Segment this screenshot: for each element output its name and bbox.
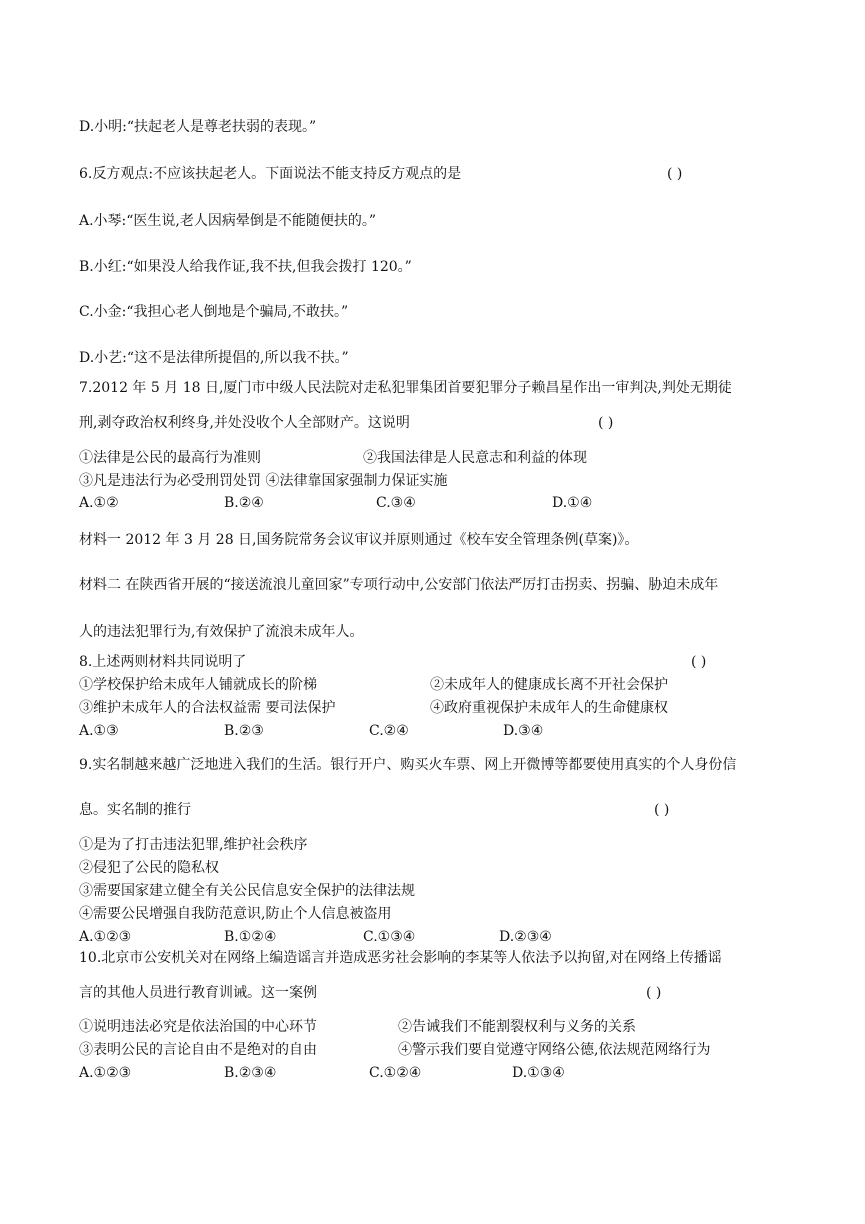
q7-option-a: A.①②: [79, 495, 119, 511]
q10-option-d: D.①③④: [512, 1065, 565, 1081]
q7-stem-line1: 7.2012 年 5 月 18 日,厦门市中级人民法院对走私犯罪集团首要犯罪分子赖昌星作出一审判决,判处无期徒: [79, 380, 732, 396]
q10-answer-paren: ( ): [646, 985, 662, 1001]
q8-statement-3: ③维护未成年人的合法权益需 要司法保护: [79, 700, 336, 716]
q9-stem-line1: 9.实名制越来越广泛地进入我们的生活。银行开户、购买火车票、网上开微博等都要使用真实的个人身份信: [79, 757, 737, 773]
q10-stem-line1: 10.北京市公安机关对在网络上编造谣言并造成恶劣社会影响的李某等人依法予以拘留,对在网络上传播谣: [79, 950, 722, 966]
q9-option-a: A.①②③: [79, 929, 132, 945]
q8-statement-4: ④政府重视保护未成年人的生命健康权: [430, 700, 668, 716]
q10-stem-line2: 言的其他人员进行教育训诫。这一案例: [79, 985, 317, 1001]
q7-statement-2: ②我国法律是人民意志和利益的体现: [363, 450, 587, 466]
q6-stem: 6.反方观点:不应该扶起老人。下面说法不能支持反方观点的是: [79, 166, 462, 182]
q7-option-c: C.③④: [376, 495, 416, 511]
q6-option-c: C.小金:“我担心老人倒地是个骗局,不敢扶。”: [79, 304, 349, 320]
material-one: 材料一 2012 年 3 月 28 日,国务院常务会议审议并原则通过《校车安全管理条例(草案)》。: [79, 532, 639, 548]
q6-option-a: A.小琴:“医生说,老人因病晕倒是不能随便扶的。”: [79, 213, 377, 229]
q8-option-a: A.①③: [79, 723, 119, 739]
q9-option-d: D.②③④: [499, 929, 552, 945]
q6-option-d: D.小艺:“这不是法律所提倡的,所以我不扶。”: [79, 350, 349, 366]
q10-option-c: C.①②④: [369, 1065, 422, 1081]
q9-statement-2: ②侵犯了公民的隐私权: [79, 860, 219, 876]
q10-statement-4: ④警示我们要自觉遵守网络公德,依法规范网络行为: [398, 1042, 711, 1058]
q10-option-b: B.②③④: [224, 1065, 277, 1081]
q8-answer-paren: ( ): [691, 654, 707, 670]
q9-statement-1: ①是为了打击违法犯罪,维护社会秩序: [79, 837, 308, 853]
q9-statement-4: ④需要公民增强自我防范意识,防止个人信息被盗用: [79, 906, 392, 922]
q8-stem: 8.上述两则材料共同说明了: [79, 654, 247, 670]
q6-answer-paren: ( ): [667, 166, 683, 182]
material-two-line2: 人的违法犯罪行为,有效保护了流浪未成年人。: [79, 624, 364, 640]
q10-statement-2: ②告诫我们不能割裂权利与义务的关系: [398, 1019, 636, 1035]
q7-statement-1: ①法律是公民的最高行为准则: [79, 450, 261, 466]
q8-option-c: C.②④: [369, 723, 409, 739]
q10-statement-1: ①说明违法必究是依法治国的中心环节: [79, 1019, 317, 1035]
q9-statement-3: ③需要国家建立健全有关公民信息安全保护的法律法规: [79, 883, 415, 899]
q7-answer-paren: ( ): [598, 415, 614, 431]
q9-option-c: C.①③④: [363, 929, 416, 945]
q10-statement-3: ③表明公民的言论自由不是绝对的自由: [79, 1042, 317, 1058]
q7-statement-3-4: ③凡是违法行为必受刑罚处罚 ④法律靠国家强制力保证实施: [79, 473, 448, 489]
q6-option-b: B.小红:“如果没人给我作证,我不扶,但我会拨打 120。”: [79, 259, 412, 275]
q7-option-d: D.①④: [552, 495, 593, 511]
q9-answer-paren: ( ): [654, 802, 670, 818]
q5-option-d: D.小明:“扶起老人是尊老扶弱的表现。”: [79, 119, 317, 135]
q10-option-a: A.①②③: [79, 1065, 132, 1081]
material-two-line1: 材料二 在陕西省开展的“接送流浪儿童回家”专项行动中,公安部门依法严厉打击拐卖、拐骗、胁迫未成年: [79, 577, 719, 593]
q9-option-b: B.①②④: [224, 929, 277, 945]
q8-statement-2: ②未成年人的健康成长离不开社会保护: [430, 677, 668, 693]
q8-statement-1: ①学校保护给未成年人铺就成长的阶梯: [79, 677, 317, 693]
q7-stem-line2: 刑,剥夺政治权利终身,并处没收个人全部财产。这说明: [79, 415, 410, 431]
q8-option-b: B.②③: [224, 723, 264, 739]
q7-option-b: B.②④: [224, 495, 264, 511]
q9-stem-line2: 息。实名制的推行: [79, 802, 191, 818]
q8-option-d: D.③④: [503, 723, 544, 739]
